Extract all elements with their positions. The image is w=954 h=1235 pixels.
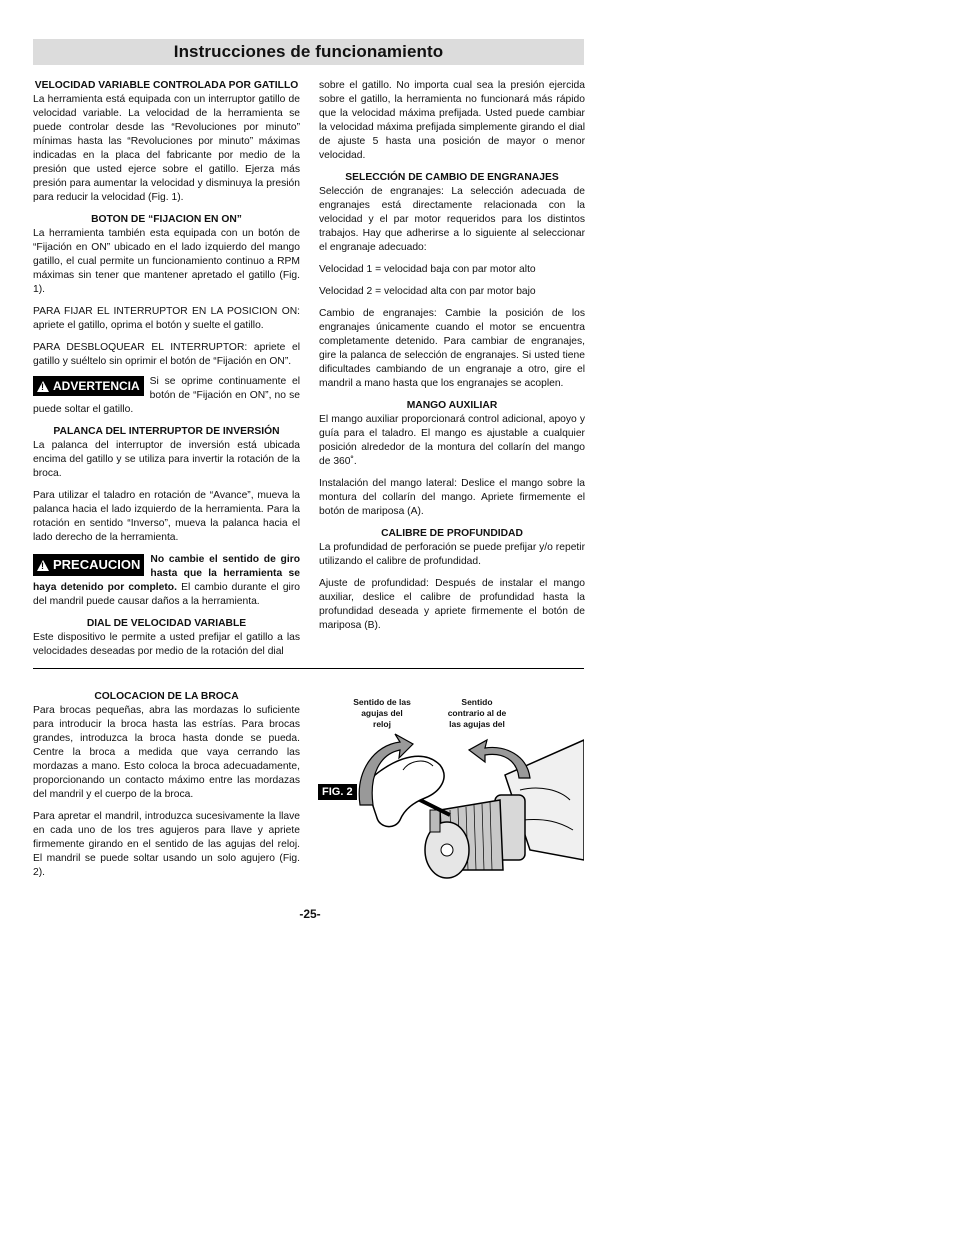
page-number: -25- <box>299 907 321 921</box>
caption-counterclockwise <box>437 697 517 730</box>
left-column <box>33 79 300 667</box>
caption-line: reloj <box>373 719 391 729</box>
heading-trigger-speed: VELOCIDAD VARIABLE CONTROLADA POR GATILLO <box>34 80 299 91</box>
warning-triangle-icon: ! <box>37 560 49 571</box>
paragraph: El mango auxiliar proporcionará control adicional, apoyo y guía para el taladro. El mango es ajustable a cualquier posición alrededor de la montura del collarín del mango de 360˚. <box>319 414 585 467</box>
warning-label: ADVERTENCIA <box>53 379 140 393</box>
warning-triangle-icon: ! <box>37 381 49 392</box>
paragraph: Instalación del mango lateral: Deslice el mango sobre la montura del collarín del mango. Apriete firmemente el botón de mariposa (A). <box>319 478 585 517</box>
heading-gear-selection: SELECCIÓN DE CAMBIO DE ENGRANAJES <box>345 172 559 183</box>
paragraph: La herramienta también esta equipada con un botón de “Fijación en ON” ubicado en el lado izquierdo del mango gatillo, el cual permite un funcionamiento continuo a RPM máximas sin tener que mantener apretado el gatillo (Fig. 1). <box>33 228 300 295</box>
heading-speed-dial: DIAL DE VELOCIDAD VARIABLE <box>86 618 247 629</box>
caption-line: Sentido de las <box>353 697 411 707</box>
paragraph: Cambio de engranajes: Cambie la posición de los engranajes únicamente cuando el motor se encuentra completamente detenido. Para cambiar de engranajes, gire la palanca de selección de engranajes. Si usted tiene dificultades cambiando de un engranaje a otro, gire el mandril a mano hasta que los engranajes se acoplen. <box>319 308 585 389</box>
caption-line: contrario al de <box>447 708 507 718</box>
paragraph: Para brocas pequeñas, abra las mordazas lo suficiente para introducir la broca hasta las estrías. Para brocas grandes, introduzca la broca hasta donde se pueda. Centre la broca a medida que vaya cerrando las mordazas a mano. Esto coloca la broca adecuadamente, proporcionando un contacto máximo entre las mordazas del mandril y el cuerpo de la broca. <box>33 705 300 800</box>
page-title: Instrucciones de funcionamiento <box>173 42 444 61</box>
paragraph: La profundidad de perforación se puede prefijar y/o repetir utilizando el calibre de profundidad. <box>319 542 585 567</box>
section-divider <box>33 668 584 669</box>
paragraph: Selección de engranajes: La selección adecuada de engranajes está directamente relacionada con la velocidad y el par motor requeridos para los distintos trabajos. Hay que adherirse a lo siguiente al seleccionar el engranaje adecuado: <box>319 186 585 253</box>
caption-clockwise <box>343 697 421 730</box>
paragraph: sobre el gatillo. No importa cual sea la presión ejercida sobre el gatillo, la herramienta no funcionará más rápido que la velocidad máxima prefijada. Usted puede cambiar la velocidad máxima prefijada simplemente girando el dial de ajuste 5 hasta una posición de mayor o menor velocidad. <box>319 80 585 161</box>
caution-text: El cambio durante el giro del mandril puede causar daños a la herramienta. <box>33 582 301 607</box>
caution-bold-text: No cambie el sentido de giro hasta que la herramienta se haya detenido por completo. <box>33 554 300 593</box>
paragraph: PARA FIJAR EL INTERRUPTOR EN LA POSICION ON: apriete el gatillo, oprima el botón y suelte el gatillo. <box>33 306 300 331</box>
paragraph: Velocidad 1 = velocidad baja con par motor alto <box>319 264 536 275</box>
heading-bit-installation: COLOCACION DE LA BROCA <box>94 691 239 702</box>
caution-badge <box>33 554 144 576</box>
paragraph: Este dispositivo le permite a usted prefijar el gatillo a las velocidades deseadas por medio de la rotación del dial <box>33 632 300 657</box>
caution-label: PRECAUCION <box>53 557 141 572</box>
paragraph: Para apretar el mandril, introduzca sucesivamente la llave en cada uno de los tres agujeros para llave y apriete firmemente girando en el sentido de las agujas del reloj. El mandril se puede soltar usando un solo agujero (Fig. 2). <box>33 811 300 878</box>
heading-depth-gauge: CALIBRE DE PROFUNDIDAD <box>381 528 523 539</box>
paragraph: La palanca del interruptor de inversión está ubicada encima del gatillo y se utiliza para invertir la rotación de la broca. <box>33 440 300 479</box>
paragraph: Velocidad 2 = velocidad alta con par motor bajo <box>319 286 536 297</box>
paragraph: PARA DESBLOQUEAR EL INTERRUPTOR: apriete el gatillo y suéltelo sin oprimir el botón de “Fijación en ON”. <box>33 342 300 367</box>
right-column <box>319 79 585 641</box>
warning-text: Si se oprime continuamente el botón de “Fijación en ON”, no se puede soltar el gatillo. <box>33 376 300 415</box>
warning-badge <box>33 376 144 396</box>
caption-line: Sentido <box>461 697 493 707</box>
fig-2-label: FIG. 2 <box>318 784 357 800</box>
chuck-key-illustration <box>355 730 584 890</box>
bit-installation-section <box>33 690 300 888</box>
paragraph: La herramienta está equipada con un interruptor gatillo de velocidad variable. La velocidad de la herramienta se puede controlar desde las “Revoluciones por minuto” mínimas hasta las “Revoluciones por minuto” máximas indicadas en la placa del fabricante por medio de la presión que usted ejerce sobre el gatillo. Ejerza más presión para aumentar la velocidad y disminuya la presión para reducir la velocidad (Fig. 1). <box>33 94 300 203</box>
title-bar <box>33 39 584 65</box>
heading-auxiliary-handle: MANGO AUXILIAR <box>406 400 498 411</box>
paragraph: Ajuste de profundidad: Después de instalar el mango auxiliar, deslice el calibre de profundidad hasta la profundidad deseada y apriete firmemente el botón de mariposa (B). <box>319 578 585 631</box>
heading-lock-on-button: BOTON DE “FIJACION EN ON” <box>91 214 242 225</box>
caption-line: las agujas del <box>449 719 505 729</box>
heading-reverse-lever: PALANCA DEL INTERRUPTOR DE INVERSIÓN <box>53 426 280 437</box>
caption-line: agujas del <box>361 708 403 718</box>
paragraph: Para utilizar el taladro en rotación de “Avance”, mueva la palanca hacia el lado izquierdo de la herramienta. Para la rotación en sentido “Inverso”, mueva la palanca hacia el lado derecho de la herramienta. <box>33 490 300 543</box>
warning-block <box>33 375 300 417</box>
caution-block <box>33 553 300 609</box>
